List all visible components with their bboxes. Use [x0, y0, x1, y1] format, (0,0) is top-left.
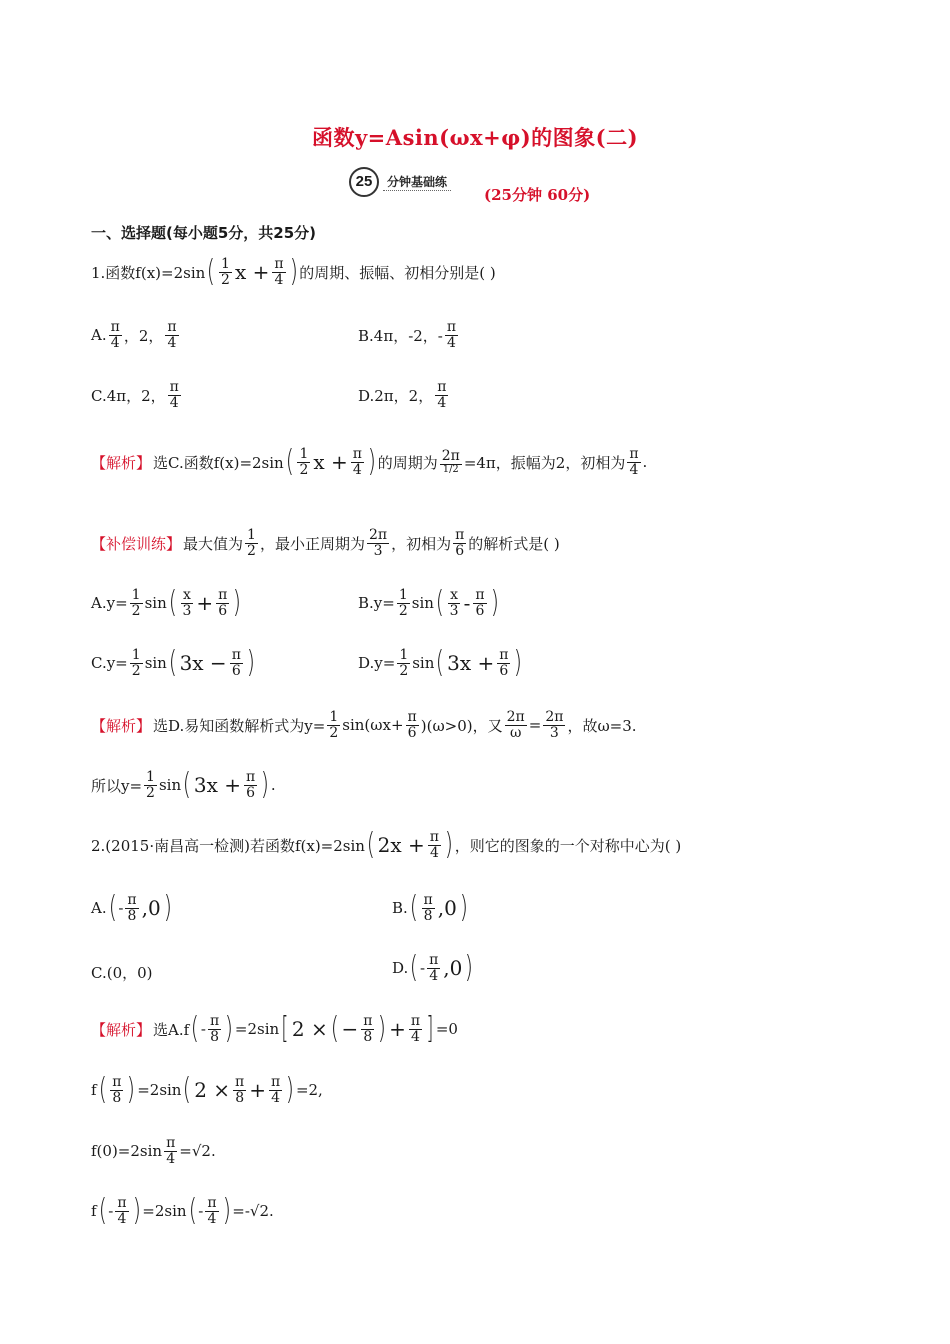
- bc-conclusion: 所以y= $\frac{1}{2}$ sin ( 3x + $\frac{\pi}{6}$ ) .: [91, 767, 276, 803]
- bc-analysis: 【解析】 选D.易知函数解析式为y= $\frac{1}{2}$ sin(ωx+ $\frac{\pi}{6}$ )(ω>0)，又 $\frac{2\pi}{\omega}$ = $\frac{2\pi}{3}$ ，故ω=3.: [91, 709, 637, 741]
- q2-option-a[interactable]: A. ( - $\frac{\pi}{8}$ ,0 ): [91, 890, 172, 926]
- bc-stem: 【补偿训练】 最大值为 $\frac{1}{2}$ ，最小正周期为 $\frac{2\pi}{3}$ ，初相为 $\frac{\pi}{6}$ 的解析式是( ): [91, 527, 560, 559]
- bc-option-a[interactable]: A.y= $\frac{1}{2}$ sin ( $\frac{x}{3}$ + $\frac{\pi}{6}$ ): [91, 585, 242, 621]
- q2-option-d[interactable]: D. ( - $\frac{\pi}{4}$ ,0 ): [392, 950, 474, 986]
- q2-analysis-line2: f ( $\frac{\pi}{8}$ ) =2sin ( 2 × $\frac{\pi}{8}$ + $\frac{\pi}{4}$ ) =2,: [91, 1072, 323, 1108]
- page-title: 函数y=Asin(ωx+φ)的图象(二): [311, 125, 638, 150]
- q1-option-a[interactable]: A. $\frac{\pi}{4}$ ，2， $\frac{\pi}{4}$: [91, 319, 177, 351]
- bc-option-b[interactable]: B.y= $\frac{1}{2}$ sin ( $\frac{x}{3}$ - $\frac{\pi}{6}$ ): [358, 585, 499, 621]
- q2-option-c[interactable]: C.(0，0): [91, 964, 153, 982]
- badge-label: 分钟基础练: [383, 173, 451, 191]
- q1-analysis: 【解析】 选C.函数f(x)=2sin ( $\frac{1}{2}$ x + $\frac{\pi}{4}$ ) 的周期为 $\frac{2\pi}{1/2}$ =4π，振幅为2，初相为 $\frac{\pi}{4}$ .: [91, 444, 648, 480]
- q1-option-d[interactable]: D.2π，2， $\frac{\pi}{4}$: [358, 379, 447, 411]
- q2-option-b[interactable]: B. ( $\frac{\pi}{8}$ ,0 ): [392, 890, 468, 926]
- timer-badge: [349, 167, 451, 197]
- q2-analysis-line4: f ( - $\frac{\pi}{4}$ ) =2sin ( - $\frac{\pi}{4}$ ) =-√2.: [91, 1193, 274, 1229]
- q1-option-b[interactable]: B.4π，-2，- $\frac{\pi}{4}$: [358, 319, 457, 351]
- q2-analysis-line3: f(0)=2sin $\frac{\pi}{4}$ =√2.: [91, 1135, 216, 1167]
- q2-analysis-line1: 【解析】 选A.f ( - $\frac{\pi}{8}$ ) =2sin [ 2 × ( − $\frac{\pi}{8}$ ) + $\frac{\pi}{4}$ ] =0: [91, 1011, 458, 1047]
- bc-option-c[interactable]: C.y= $\frac{1}{2}$ sin ( 3x − $\frac{\pi}{6}$ ): [91, 645, 255, 681]
- q1-stem: 1.函数f(x)=2sin ( $\frac{1}{2}$ x + $\frac{\pi}{4}$ ) 的周期、振幅、初相分别是( ): [91, 254, 496, 290]
- time-score: (25分钟 60分): [484, 186, 591, 204]
- section-heading: 一、选择题(每小题5分，共25分): [91, 224, 317, 242]
- q1-option-c[interactable]: C.4π，2， $\frac{\pi}{4}$: [91, 379, 179, 411]
- badge-number: 25: [349, 167, 379, 197]
- bc-option-d[interactable]: D.y= $\frac{1}{2}$ sin ( 3x + $\frac{\pi}{6}$ ): [358, 645, 523, 681]
- q2-stem: 2.(2015·南昌高一检测)若函数f(x)=2sin ( 2x + $\frac{\pi}{4}$ ) ，则它的图象的一个对称中心为( ): [91, 827, 682, 863]
